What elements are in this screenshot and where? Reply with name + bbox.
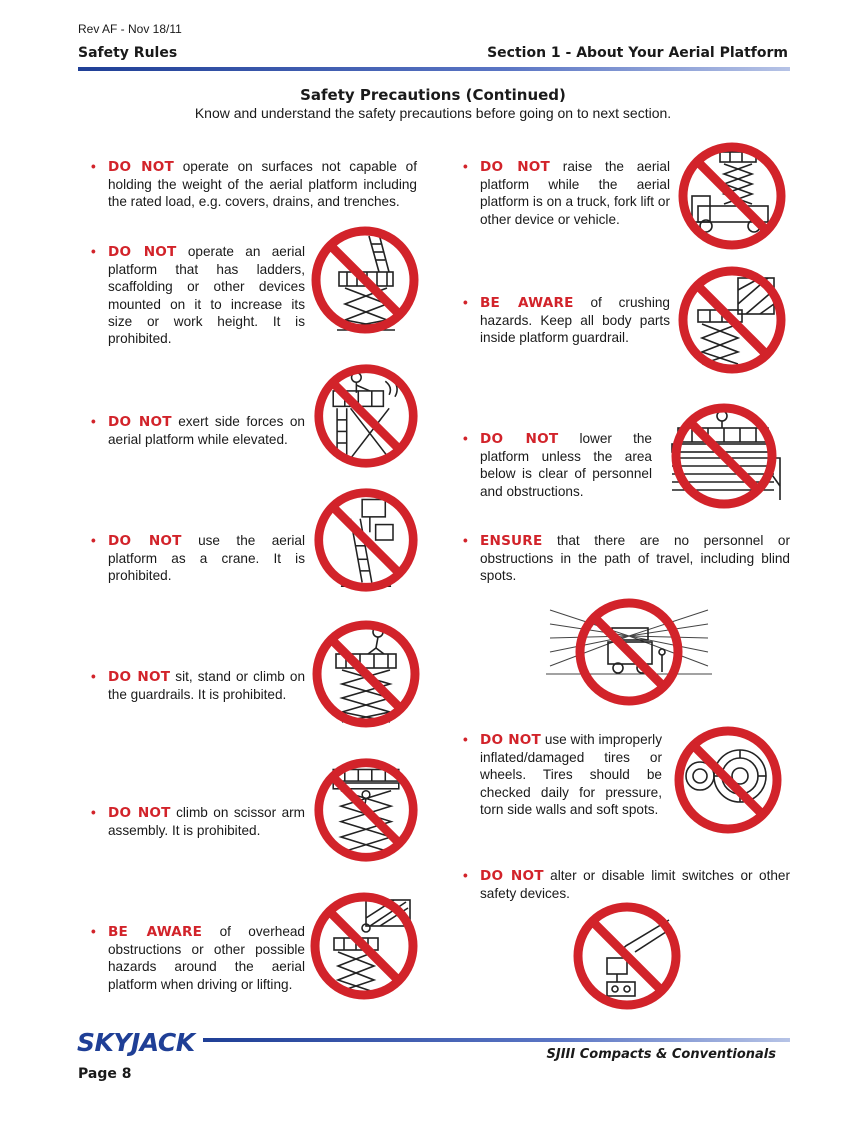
rule-item: • DO NOT use with improperly inflated/damaged tires or wheels. Tires should be checked daily for pressure, torn side walls and soft spots.: [463, 732, 662, 817]
rule-item: • ENSURE that there are no personnel or obstructions in the path of travel, including blind spots.: [463, 533, 790, 584]
prohibited-side-force-icon: [312, 362, 420, 470]
prohibited-lower-onto-personnel-icon: [658, 402, 790, 510]
rule-text: use with improperly inflated/damaged tires or wheels. Tires should be checked daily for pressure, torn side walls and soft spots.: [480, 732, 662, 817]
rule-keyword: DO NOT: [480, 159, 550, 175]
rule-item: • DO NOT alter or disable limit switches or other safety devices.: [463, 868, 790, 902]
overhead-obstruction-warning-icon: [308, 890, 420, 1002]
rule-text: exert side forces on aerial platform while elevated.: [108, 414, 305, 448]
crushing-hazard-warning-icon: [676, 264, 788, 376]
rule-item: • DO NOT operate an aerial platform that has ladders, scaffolding or other devices mounted on it to increase its size or work height. It is prohibited.: [91, 244, 305, 347]
rule-item: • DO NOT raise the aerial platform while the aerial platform is on a truck, fork lift or other device or vehicle.: [463, 159, 670, 227]
rule-keyword: DO NOT: [108, 244, 177, 260]
prohibited-disable-limit-switch-icon: [571, 900, 683, 1012]
prohibited-raise-on-truck-icon: [676, 140, 788, 252]
blind-spot-travel-path-icon: [546, 596, 712, 708]
rule-item: • DO NOT lower the platform unless the area below is clear of personnel and obstructions.: [463, 431, 652, 499]
rule-text: alter or disable limit switches or other safety devices.: [480, 868, 790, 902]
prohibited-climb-guardrail-icon: [310, 618, 422, 730]
rule-item: • BE AWARE of crushing hazards. Keep all body parts inside platform guardrail.: [463, 295, 670, 346]
rule-text: of crushing hazards. Keep all body parts inside platform guardrail.: [480, 295, 670, 346]
rule-item: • BE AWARE of overhead obstructions or other possible hazards around the aerial platform when driving or lifting.: [91, 924, 305, 992]
page-title: Safety Precautions (Continued): [300, 86, 566, 104]
rule-text: raise the aerial platform while the aerial platform is on a truck, fork lift or other device or vehicle.: [480, 159, 670, 227]
rule-keyword: DO NOT: [108, 805, 171, 821]
rule-keyword: BE AWARE: [480, 295, 574, 311]
rule-keyword: DO NOT: [480, 868, 544, 884]
rule-keyword: DO NOT: [108, 533, 182, 549]
header-section-title: Safety Rules: [78, 45, 178, 61]
rule-item: • DO NOT sit, stand or climb on the guardrails. It is prohibited.: [91, 669, 306, 703]
rule-text: that there are no personnel or obstructions in the path of travel, including blind spots.: [480, 533, 790, 584]
rule-keyword: DO NOT: [108, 159, 174, 175]
footer-model-name: SJIII Compacts & Conventionals: [546, 1047, 776, 1062]
skyjack-logo: SKYJACK: [77, 1028, 195, 1057]
rule-keyword: DO NOT: [480, 732, 542, 748]
prohibited-damaged-tires-icon: [672, 724, 784, 836]
rule-text: sit, stand or climb on the guardrails. It is prohibited.: [108, 669, 306, 703]
header-chapter-title: Section 1 - About Your Aerial Platform: [487, 45, 788, 61]
rule-text: operate an aerial platform that has ladders, scaffolding or other devices mounted on it to increase its size or work height. It is prohibited.: [108, 244, 305, 347]
prohibited-crane-use-icon: [312, 486, 420, 594]
rule-item: • DO NOT climb on scissor arm assembly. It is prohibited.: [91, 805, 305, 839]
page-number: Page 8: [78, 1066, 132, 1082]
page-subtitle: Know and understand the safety precautions before going on to next section.: [194, 105, 672, 121]
rule-keyword: DO NOT: [108, 414, 172, 430]
rule-text: lower the platform unless the area below is clear of personnel and obstructions.: [480, 431, 652, 499]
rule-text: use the aerial platform as a crane. It is prohibited.: [108, 533, 305, 584]
rule-item: • DO NOT use the aerial platform as a crane. It is prohibited.: [91, 533, 305, 584]
prohibited-climb-scissor-arm-icon: [312, 756, 420, 864]
rule-keyword: BE AWARE: [108, 924, 203, 940]
rule-keyword: DO NOT: [480, 431, 559, 447]
prohibited-ladder-on-platform-icon: [309, 224, 421, 336]
rule-text: climb on scissor arm assembly. It is prohibited.: [108, 805, 305, 839]
footer-divider: [203, 1038, 790, 1042]
rule-keyword: DO NOT: [108, 669, 171, 685]
revision-label: Rev AF - Nov 18/11: [78, 22, 182, 36]
rule-text: of overhead obstructions or other possible hazards around the aerial platform when driving or lifting.: [108, 924, 305, 992]
rule-keyword: ENSURE: [480, 533, 543, 549]
rule-text: operate on surfaces not capable of holding the weight of the aerial platform including the rated load, e.g. covers, drains, and trenches.: [108, 159, 417, 210]
rule-item: • DO NOT exert side forces on aerial platform while elevated.: [91, 414, 305, 448]
header-divider: [78, 67, 790, 71]
rule-item: • DO NOT operate on surfaces not capable of holding the weight of the aerial platform including the rated load, e.g. covers, drains, and trenches.: [91, 159, 417, 210]
